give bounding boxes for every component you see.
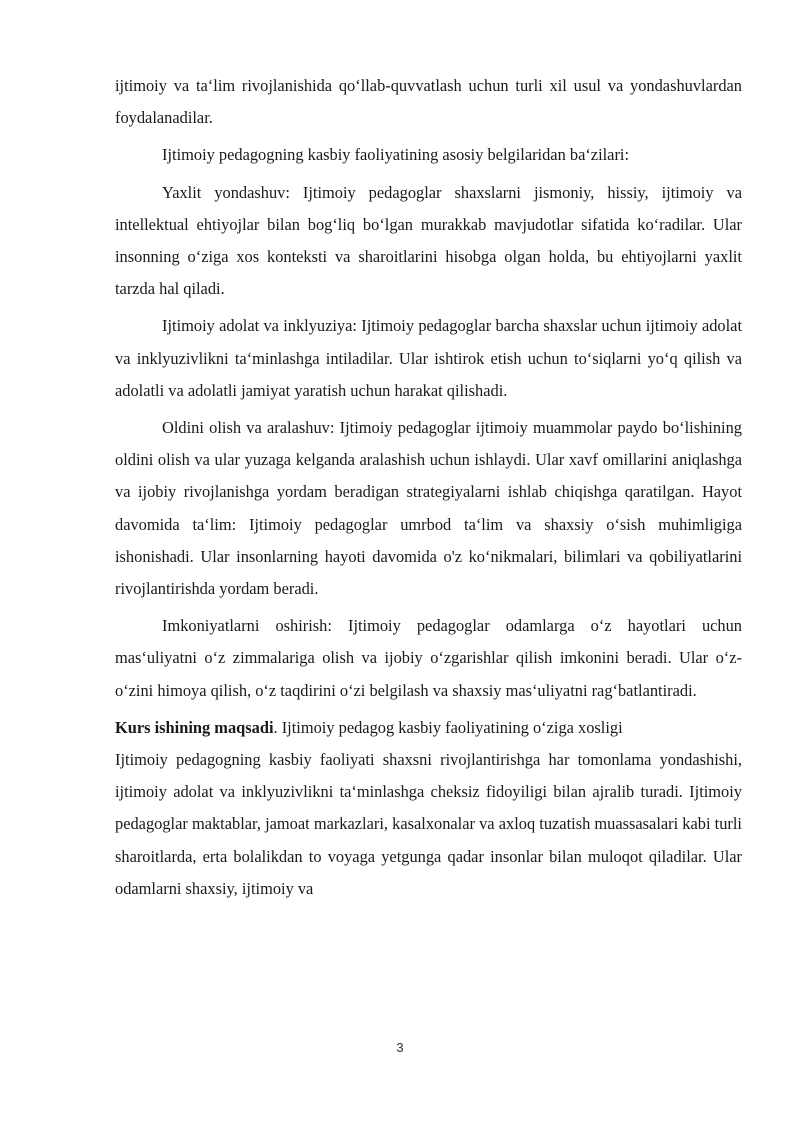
paragraph-social-justice: Ijtimoiy adolat va inklyuziya: Ijtimoiy pedagoglar barcha shaxslar uchun ijtimoiy adolat va inklyuzivlikni ta‘minlashga intiladilar. Ular ishtirok etish uchun to‘siqlarni yo‘q qilish va adolatli va adolatli jamiyat yaratish uchun harakat qilishadi. [115,316,742,400]
course-goal-text: . Ijtimoiy pedagog kasbiy faoliyatining o‘ziga xosligi [273,717,623,737]
paragraph-holistic-approach: Yaxlit yondashuv: Ijtimoiy pedagoglar shaxslarni jismoniy, hissiy, ijtimoiy va intellektual ehtiyojlar bilan bog‘liq bo‘lgan murakkab mavjudotlar sifatida ko‘radilar. Ular insonning o‘ziga xos konteksti va sharoitlarini hisobga olgan holda, bu ehtiyojlarni yaxlit tarzda hal qiladi. [115,182,742,299]
paragraph-intro: Ijtimoiy pedagogning kasbiy faoliyatining asosiy belgilaridan ba‘zilari: [162,145,630,165]
page-number: 3 [396,1040,404,1055]
paragraph-empowerment: Imkoniyatlarni oshirish: Ijtimoiy pedagoglar odamlarga o‘z hayotlari uchun mas‘uliyatni o‘z zimmalariga olish va ijobiy o‘zgarishlar qilish imkonini beradi. Ular o‘z-o‘zini himoya qilish, o‘z taqdirini o‘zi belgilash va shaxsiy mas‘uliyatni rag‘batlantiradi. [115,616,742,700]
paragraph-continuation: ijtimoiy va ta‘lim rivojlanishida qo‘llab-quvvatlash uchun turli xil usul va yondashuvlardan foydalanadilar. [115,76,742,128]
paragraph-prevention: Oldini olish va aralashuv: Ijtimoiy pedagoglar ijtimoiy muammolar paydo bo‘lishining oldini olish va ular yuzaga kelganda aralashish uchun ishlaydi. Ular xavf omillarini aniqlashga va ijobiy rivojlanishga yordam beradigan strategiyalarni ishlab chiqishga qaratilgan. Hayot davomida ta‘lim: Ijtimoiy pedagoglar umrbod ta‘lim va shaxsiy o‘sish muhimligiga ishonishadi. Ular insonlarning hayoti davomida o'z ko‘nikmalari, bilimlari va qobiliyatlarini rivojlantirishda yordam beradi. [115,418,742,599]
course-goal-heading: Kurs ishining maqsadi [115,717,274,737]
paragraph-course-goal [115,712,742,744]
document-body [115,70,742,910]
paragraph-professional-activity: Ijtimoiy pedagogning kasbiy faoliyati shaxsni rivojlantirishga har tomonlama yondashishi, ijtimoiy adolat va inklyuzivlikni ta‘minlashga cheksiz fidoyiligi bilan ajralib turadi. Ijtimoiy pedagoglar maktablar, jamoat markazlari, kasalxonalar va axloq tuzatish muassasalari kabi turli sharoitlarda, erta bolalikdan to voyaga yetgunga qadar insonlar bilan muloqot qiladilar. Ular odamlarni shaxsiy, ijtimoiy va [115,750,742,898]
